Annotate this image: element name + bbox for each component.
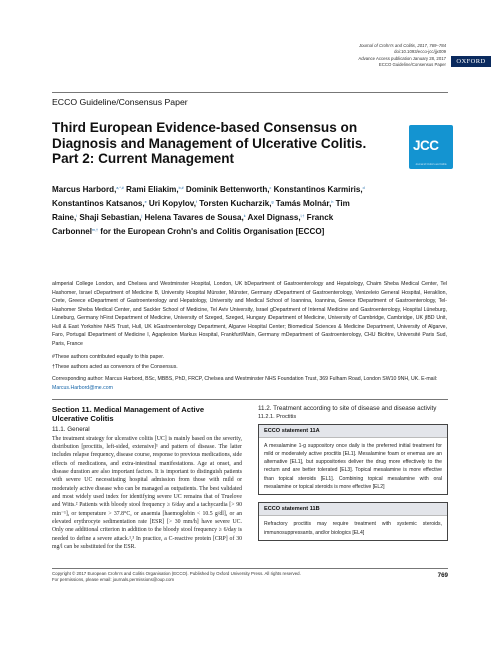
article-type-label: ECCO Guideline/Consensus Paper <box>52 97 188 107</box>
author-affiliation-marker: j <box>141 214 143 219</box>
oxford-logo: OXFORD <box>451 56 491 67</box>
statement-title: ECCO statement 11A <box>259 425 447 438</box>
left-column <box>52 405 242 551</box>
corresponding-email-link[interactable]: Marcus.Harbord@me.com <box>52 384 113 391</box>
author-affiliation-marker: h <box>331 200 334 205</box>
jcc-journal-logo <box>409 125 453 169</box>
author-affiliation-marker: l,† <box>300 214 305 219</box>
author-name: Tim Raine, <box>52 199 350 223</box>
author-affiliation-marker: b,# <box>178 186 184 190</box>
author-name: Franck Carbonnel <box>52 213 334 237</box>
jcc-logo-text: JCC <box>413 138 439 153</box>
author-footnotes <box>52 353 447 372</box>
author-affiliation-marker: d <box>362 186 365 190</box>
page-number: 769 <box>437 572 448 579</box>
author-affiliation-marker: k <box>243 214 246 219</box>
author-name: Rami Eliakim, <box>125 185 179 194</box>
author-name: Helena Tavares de Sousa, <box>144 213 244 223</box>
body-paragraph: The treatment strategy for ulcerative colitis [UC] is mainly based on the severity, distribution [proctitis, left-sided, extensive]¹ and pattern of disease. The latter includes relapse frequency, disease course, response to previous medications, side effects of medications, and extra-intestinal manifestations. Age at onset, and disease duration are also important factors. It is important to distinguish patients with severe UC necessitating hospital admission from those with mild or moderately active disease who can be managed as outpatients. The best validated and most widely used index for identifying severe UC remains that of Truelove and Witts.² Patients with bloody stool frequency ≥ 6/day and a tachycardia [> 90 min⁻¹], or temperature > 37.8°C, or anaemia [haemoglobin < 10.5 g/dl], or an elevated erythrocyte sedimentation rate [ESR] [> 30 mm/h] have severe UC. Only one additional criterion in addition to the bloody stool frequency ≥ 6/day is needed to define a severe attack.¹,³ In practice, a C-reactive protein [CRP] of 30 mg/l can be substituted for the ESR. <box>52 435 242 551</box>
author-affiliation-marker: g <box>271 200 274 205</box>
corresponding-author-text: Corresponding author: Marcus Harbord, BSc, MBBS, PhD, FRCP, Chelsea and Westminster NHS Foundation Trust, 369 Fulham Road, London SW10 9NH, UK. E-mail: <box>52 376 438 382</box>
author-name: Marcus Harbord, <box>52 185 117 194</box>
header-divider <box>52 92 448 93</box>
subsection-heading: 11.1. General <box>52 426 90 433</box>
author-affiliation-marker: i <box>76 214 78 219</box>
author-list <box>52 182 370 238</box>
author-affiliation-marker: f <box>195 200 197 205</box>
treatment-heading: 11.2. Treatment according to site of disease and disease activity <box>258 405 437 412</box>
advance-access-text: Advance Access publication January 28, 2017 <box>358 55 446 61</box>
journal-citation: Journal of Crohn's and Colitis, 2017, 769–784 <box>358 43 446 48</box>
permissions-text: For permissions, please email: journals.permissions@oup.com <box>52 577 175 583</box>
author-name: Konstantinos Karmiris, <box>273 185 363 194</box>
author-affiliation-marker: m,† <box>92 228 99 233</box>
footnote-equal-contribution: #These authors contributed equally to this paper. <box>52 354 165 360</box>
author-affiliation-marker: c <box>269 186 272 190</box>
statement-text: Refractory proctitis may require treatment with systemic steroids, immunosuppressants, and/or biologics [EL4] <box>264 521 442 536</box>
author-name: Uri Kopylov, <box>148 199 196 209</box>
footer-divider <box>52 568 448 569</box>
paper-title: Third European Evidence-based Consensus on Diagnosis and Management of Ulcerative Colitis. Part 2: Current Management <box>52 120 367 167</box>
author-name: Konstantinos Katsanos, <box>52 199 145 209</box>
ecco-statement-box <box>258 424 448 496</box>
proctitis-heading: 11.2.1. Proctitis <box>258 413 297 420</box>
author-name: for the European Crohn's and Colitis Organisation [ECCO] <box>100 227 325 237</box>
author-name: Dominik Bettenworth, <box>185 185 270 194</box>
body-divider <box>52 399 448 400</box>
footnote-convenors: †These authors acted as convenors of the Consensus. <box>52 363 178 370</box>
corresponding-author <box>52 375 447 392</box>
journal-header-meta <box>186 43 446 69</box>
author-name: Tamás Molnár, <box>275 199 332 209</box>
statement-title: ECCO statement 11B <box>259 503 447 516</box>
author-name: Shaji Sebastian, <box>79 213 142 223</box>
author-name: Torsten Kucharzik, <box>199 199 272 209</box>
affiliations: aImperial College London, and Chelsea and Westminster Hospital, London, UK bDepartment of Gastroenterology and Hepatology, Chaim Sheba Medical Center, Tel Hashomer, Israel cDepartment of Medicine B, University Hospital Münster, Münster, Germany dDepartment of Gastroenterology, Venizeleio General Hospital, Heraklion, Crete, Greece eDepartment of Gastroenterology and Hepatology, University and Medical School of Ioannina, Ioannina, Greece fDepartment of Gastroenterology, Tel-Hashomer Sheba Medical Center, and Sackler School of Medicine, Tel Aviv University, Israel gDepartment of Internal Medicine and Gastroenterology, Hospital Lüneburg, Lüneburg, Germany hFirst Department of Medicine, University of Szeged, Szeged, Hungary iDepartment of Medicine, University of Cambridge, Cambridge, UK jIBD Unit, Hull & East Yorkshire NHS Trust, Hull, UK kGastroenterology Department, Algarve Hospital Center; Biomedical Sciences & Medicine Department, University of Algarve, Faro, Portugal lDepartment of Medicine I, Agaplesion Markus Hospital, Frankfurt/Main, Germany mDepartment of Gastroenterology, CHU Bicêtre, Université Paris Sud, Paris, France <box>52 281 447 347</box>
copyright-notice <box>52 571 412 584</box>
author-name: Axel Dignass, <box>247 213 301 223</box>
author-affiliation-marker: a,*,# <box>116 186 124 190</box>
article-category-text: ECCO Guideline/Consensus Paper <box>378 62 446 68</box>
jcc-logo-subtitle: Journal of Crohn's and Colitis <box>415 163 447 167</box>
copyright-text: Copyright © 2017 European Crohn's and Colitis Organisation (ECCO). Published by Oxford University Press. All rights reserved. <box>52 571 301 576</box>
section-heading: Section 11. Medical Management of Active Ulcerative Colitis <box>52 405 205 423</box>
statement-text: A mesalamine 1-g suppository once daily is the preferred initial treatment for mild or moderately active proctitis [EL1]. Mesalamine foam or enemas are an alternative [EL1], but suppositories deliver the drug more effectively to the rectum and are better tolerated [EL3]. Topical mesalamine is more effective than topical steroids [EL1]. Combining topical mesalamine with oral mesalamine or topical steroids is more effective [EL2] <box>264 442 442 491</box>
author-affiliation-marker: e <box>144 200 147 205</box>
ecco-statement-box <box>258 502 448 541</box>
doi-text[interactable]: doi:10.1093/ecco-jcc/jjx009 <box>394 49 446 55</box>
right-column <box>258 405 448 541</box>
